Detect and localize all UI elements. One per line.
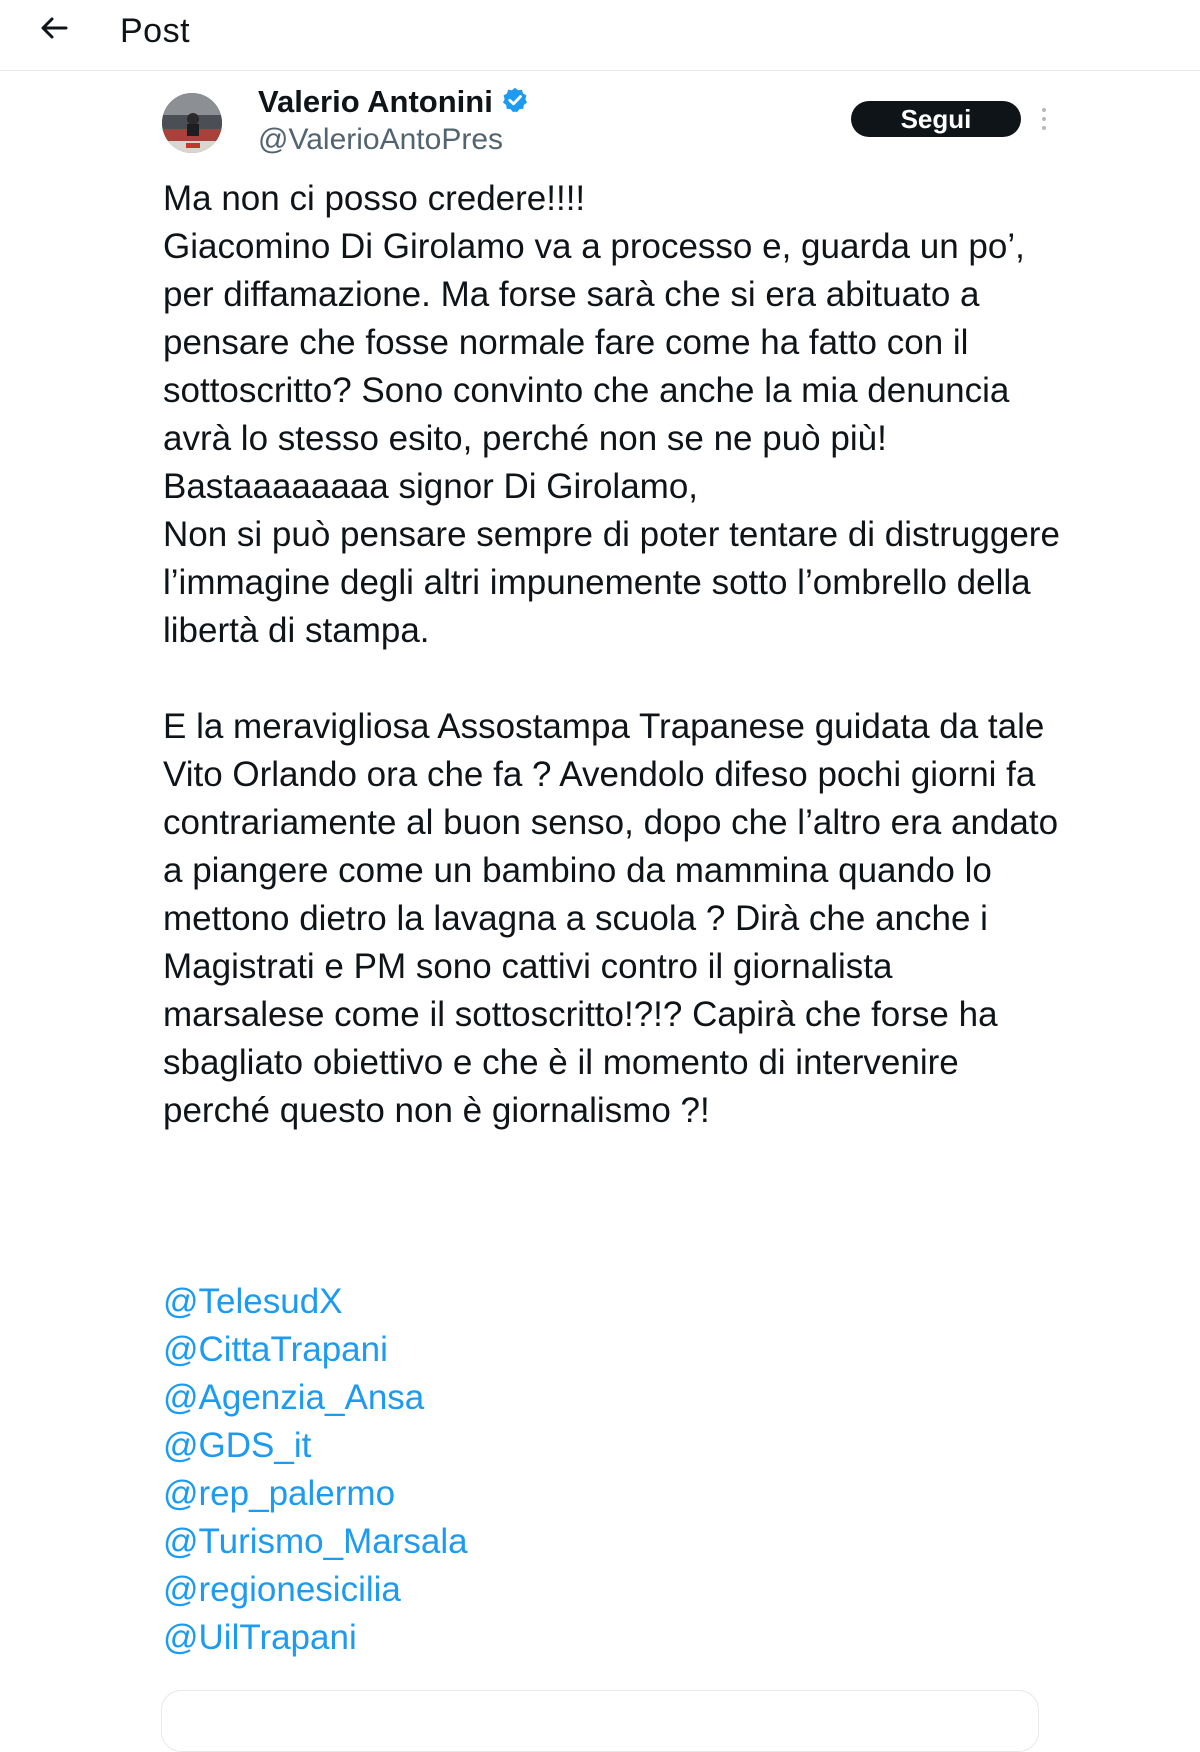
more-vertical-icon[interactable] [1034,101,1054,137]
mention-list [163,1278,763,1662]
mention-link[interactable]: @Turismo_Marsala [163,1522,468,1561]
back-button[interactable] [34,6,74,54]
embedded-card[interactable] [161,1690,1039,1752]
mention-link[interactable]: @CittaTrapani [163,1330,388,1369]
author-name-row [258,82,529,122]
arrow-left-icon [40,16,68,45]
paragraph-spacer [163,655,1063,703]
verified-badge-icon [501,86,529,119]
mention-link[interactable]: @UilTrapani [163,1618,357,1657]
avatar[interactable] [162,93,222,153]
page-title: Post [120,12,191,50]
post-paragraph: E la meravigliosa Assostampa Trapanese guidata da tale Vito Orlando ora che fa ? Avendolo difeso pochi giorni fa contrariamente al buon senso, dopo che l’altro era andato a piangere come un bambino da mammina quando lo mettono dietro la lavagna a scuola ? Dirà che anche i Magistrati e PM sono cattivi contro il giornalista marsalese come il sottoscritto!?!? Capirà che forse ha sbagliato obiettivo e che è il momento di intervenire perché questo non è giornalismo ?! [163,707,1059,1130]
follow-button[interactable]: Segui [851,101,1021,137]
author-display-name[interactable]: Valerio Antonini [258,84,493,119]
mention-link[interactable]: @rep_palermo [163,1474,396,1513]
mention-link[interactable]: @regionesicilia [163,1570,401,1609]
author-handle[interactable]: @ValerioAntoPres [258,123,504,156]
mention-link[interactable]: @Agenzia_Ansa [163,1378,425,1417]
top-bar [0,0,1200,71]
post-text [163,175,1063,1135]
post-paragraph: Ma non ci posso credere!!!! Giacomino Di Girolamo va a processo e, guarda un po’, per diffamazione. Ma forse sarà che si era abituato a pensare che fosse normale fare come ha fatto con il sottoscritto? Sono convinto che anche la mia denuncia avrà lo stesso esito, perché non se ne può più! Bastaaaaaaaa signor Di Girolamo, Non si può pensare sempre di poter tentare di distruggere l’immagine degli altri impunemente sotto l’ombrello della libertà di stampa. [163,179,1060,650]
mention-link[interactable]: @TelesudX [163,1282,343,1321]
mention-link[interactable]: @GDS_it [163,1426,312,1465]
